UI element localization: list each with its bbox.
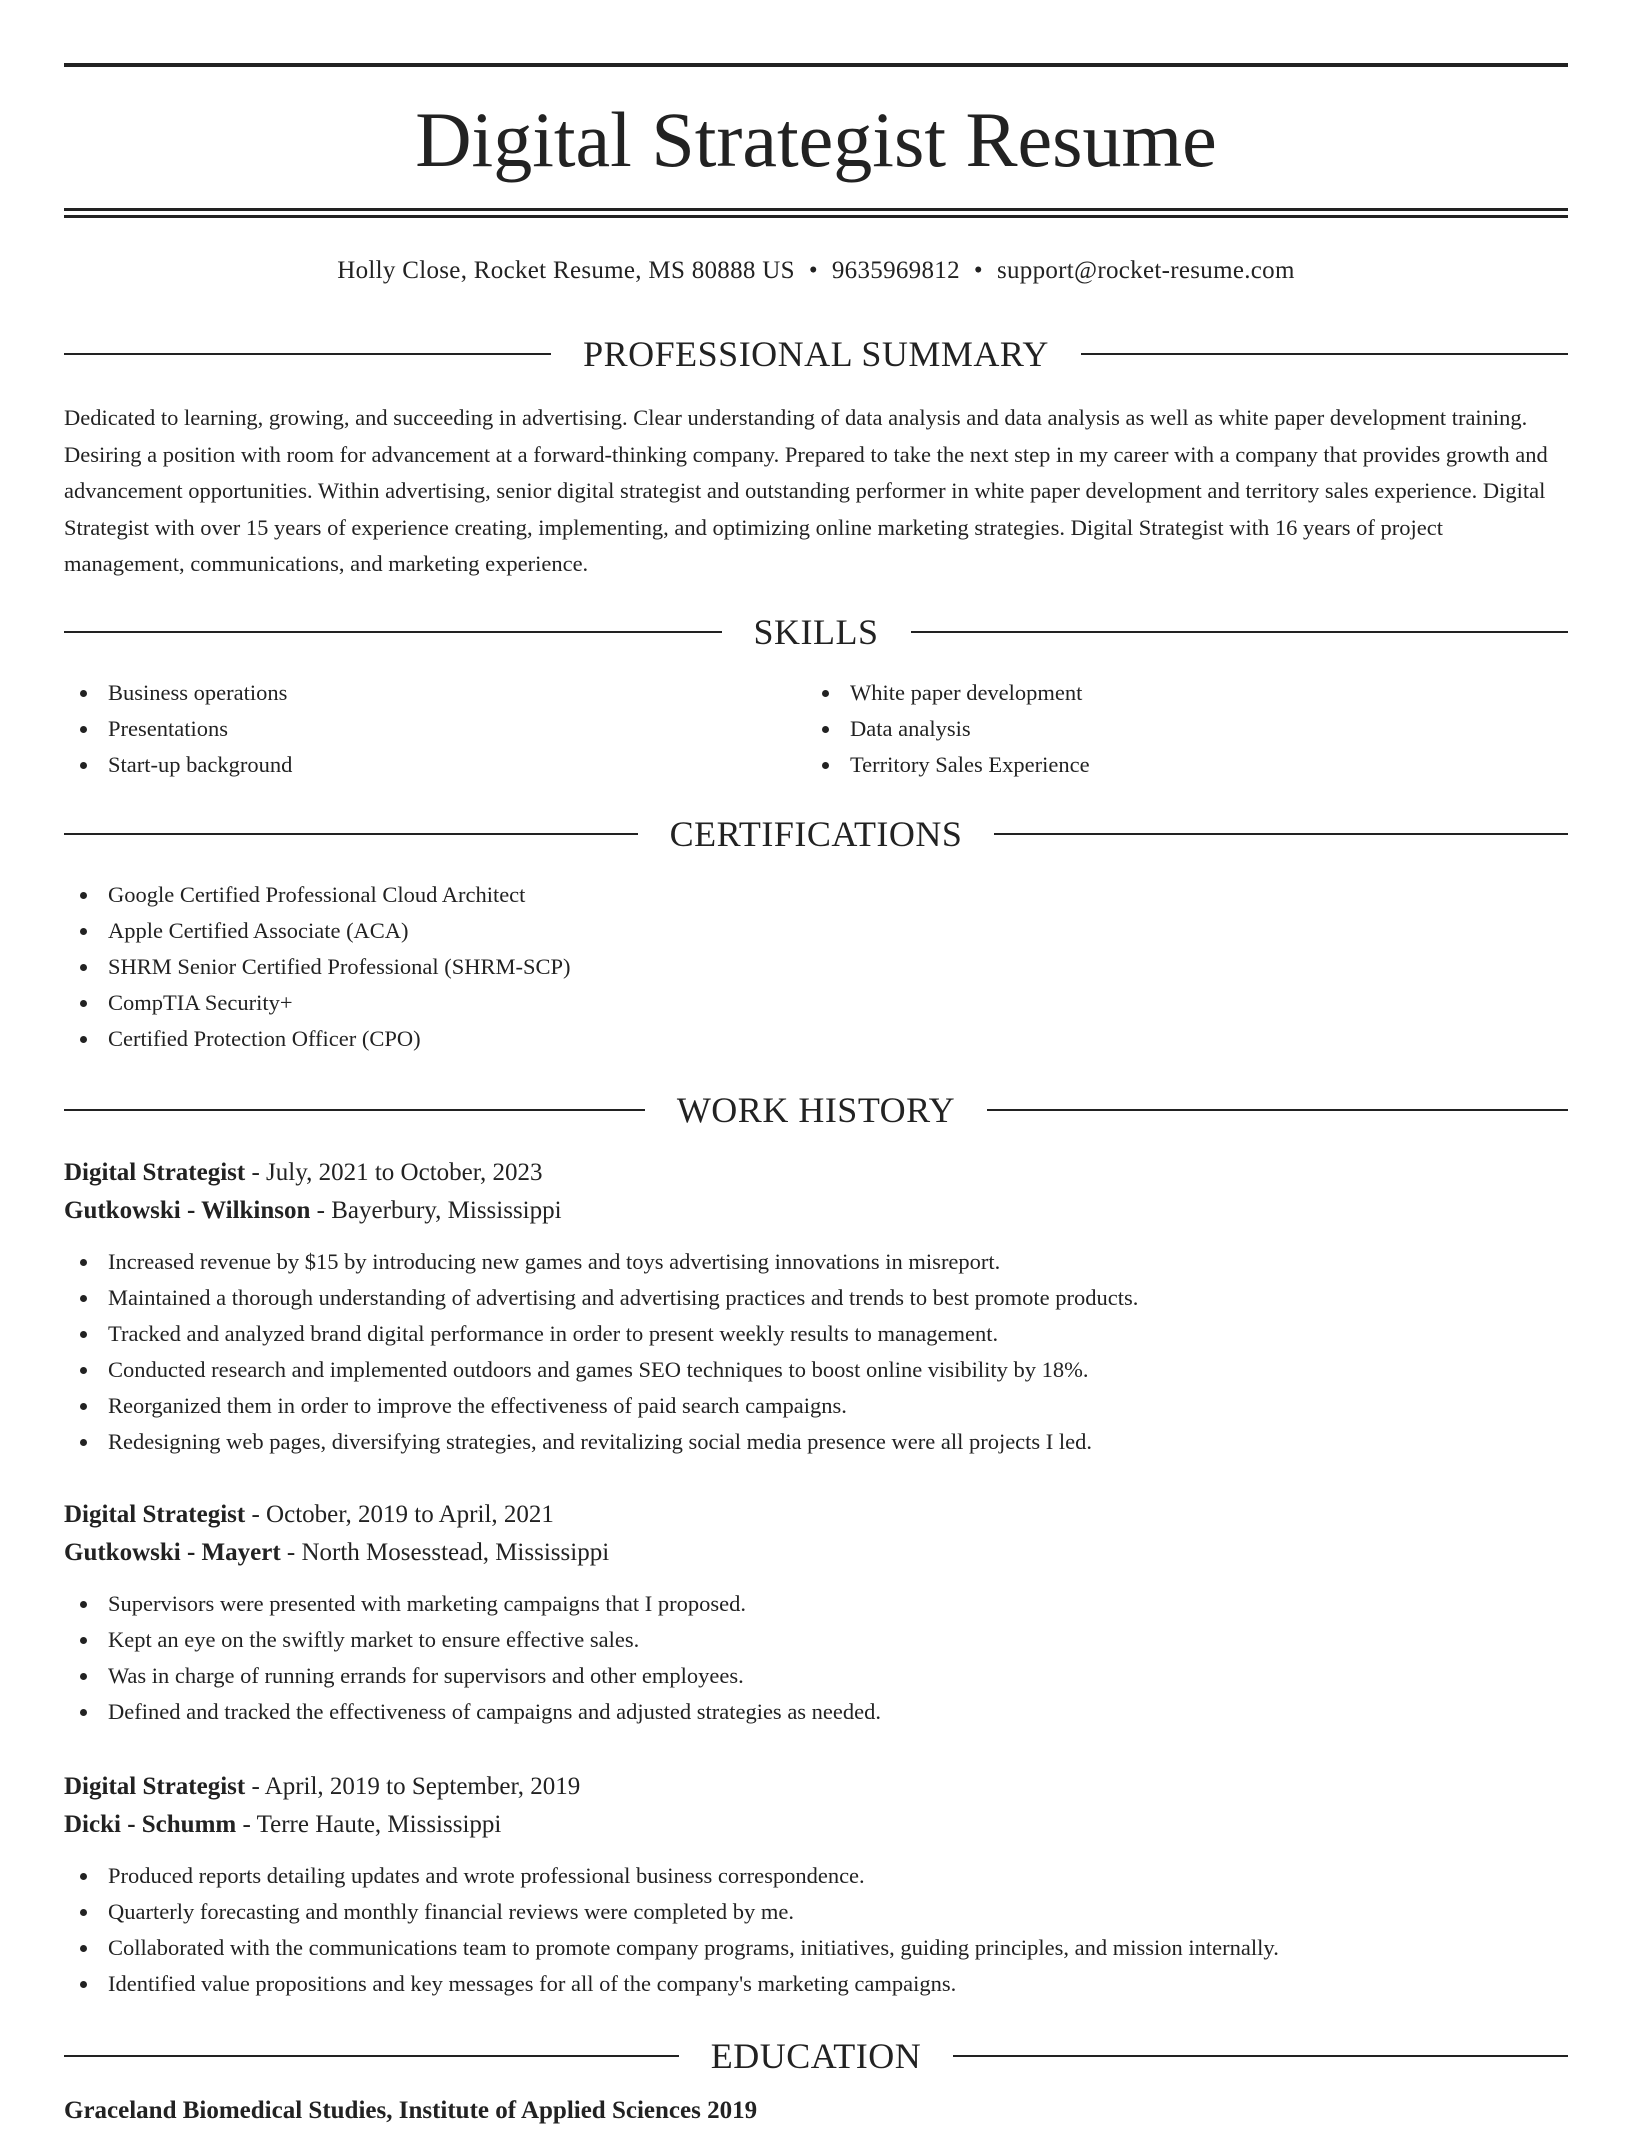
job-bullet: Increased revenue by $15 by introducing new games and toys advertising innovations in misreport. bbox=[64, 1244, 1568, 1280]
title-double-rule bbox=[64, 208, 1568, 218]
section-title-work-history: WORK HISTORY bbox=[676, 1090, 956, 1130]
job-bullets bbox=[64, 1586, 1568, 1730]
section-header-summary bbox=[64, 332, 1568, 376]
job-bullet: Supervisors were presented with marketing campaigns that I proposed. bbox=[64, 1586, 1568, 1622]
job-company: Gutkowski - Wilkinson bbox=[64, 1197, 311, 1224]
section-header-certifications bbox=[64, 812, 1568, 856]
job-dates: - April, 2019 to September, 2019 bbox=[245, 1773, 581, 1800]
job-bullet: Redesigning web pages, diversifying strategies, and revitalizing social media presence were all projects I led. bbox=[64, 1424, 1568, 1460]
skill-item: Data analysis bbox=[806, 711, 1548, 747]
contact-email: support@rocket-resume.com bbox=[996, 257, 1295, 284]
job-bullet: Defined and tracked the effectiveness of campaigns and adjusted strategies as needed. bbox=[64, 1694, 1568, 1730]
skill-item: Start-up background bbox=[64, 747, 806, 783]
contact-separator: • bbox=[973, 257, 983, 284]
job-title-line bbox=[64, 1496, 1568, 1534]
job-dates: - October, 2019 to April, 2021 bbox=[245, 1501, 554, 1528]
job-location: - North Mosesstead, Mississippi bbox=[280, 1539, 610, 1566]
job-bullets bbox=[64, 1244, 1568, 1460]
section-rule bbox=[64, 631, 722, 633]
job-bullet: Quarterly forecasting and monthly financial reviews were completed by me. bbox=[64, 1894, 1568, 1930]
skill-item: Presentations bbox=[64, 711, 806, 747]
section-rule bbox=[64, 833, 638, 835]
section-title-certifications: CERTIFICATIONS bbox=[669, 814, 963, 854]
job-bullets bbox=[64, 1858, 1568, 2002]
job-bullet: Kept an eye on the swiftly market to ensure effective sales. bbox=[64, 1622, 1568, 1658]
job-location: - Terre Haute, Mississippi bbox=[236, 1811, 502, 1838]
skills-list bbox=[64, 675, 1568, 783]
resume-title: Digital Strategist Resume bbox=[415, 96, 1217, 183]
job-company: Gutkowski - Mayert bbox=[64, 1539, 281, 1566]
skills-column-left bbox=[64, 675, 806, 783]
section-rule bbox=[64, 1109, 645, 1111]
skill-item: Business operations bbox=[64, 675, 806, 711]
certification-item: CompTIA Security+ bbox=[64, 985, 571, 1021]
section-rule bbox=[953, 2055, 1568, 2057]
section-rule bbox=[64, 2055, 679, 2057]
job-bullet: Reorganized them in order to improve the effectiveness of paid search campaigns. bbox=[64, 1388, 1568, 1424]
certification-item: Certified Protection Officer (CPO) bbox=[64, 1021, 571, 1057]
job-company-line bbox=[64, 1192, 1568, 1230]
job-dates: - July, 2021 to October, 2023 bbox=[245, 1159, 543, 1186]
section-title-summary: PROFESSIONAL SUMMARY bbox=[583, 334, 1049, 374]
job-bullet: Collaborated with the communications team to promote company programs, initiatives, guiding principles, and mission internally. bbox=[64, 1930, 1568, 1966]
contact-address: Holly Close, Rocket Resume, MS 80888 US bbox=[337, 257, 795, 284]
education-entry: Graceland Biomedical Studies, Institute of Applied Sciences 2019 bbox=[64, 2097, 758, 2124]
job-title: Digital Strategist bbox=[64, 1773, 246, 1800]
skill-item: Territory Sales Experience bbox=[806, 747, 1548, 783]
job-title: Digital Strategist bbox=[64, 1159, 246, 1186]
job-bullet: Tracked and analyzed brand digital performance in order to present weekly results to management. bbox=[64, 1316, 1568, 1352]
job-bullet: Conducted research and implemented outdoors and games SEO techniques to boost online visibility by 18%. bbox=[64, 1352, 1568, 1388]
job-bullet: Was in charge of running errands for supervisors and other employees. bbox=[64, 1658, 1568, 1694]
section-rule bbox=[64, 353, 551, 355]
certification-item: Google Certified Professional Cloud Architect bbox=[64, 877, 571, 913]
section-header-work-history bbox=[64, 1088, 1568, 1132]
section-title-education: EDUCATION bbox=[710, 2036, 922, 2076]
job-bullet: Identified value propositions and key messages for all of the company's marketing campaigns. bbox=[64, 1966, 1568, 2002]
section-title-skills: SKILLS bbox=[753, 612, 879, 652]
job-entry bbox=[64, 1496, 1568, 1730]
section-rule bbox=[994, 833, 1568, 835]
certification-item: Apple Certified Associate (ACA) bbox=[64, 913, 571, 949]
job-company-line bbox=[64, 1534, 1568, 1572]
contact-line bbox=[64, 254, 1568, 288]
section-header-education bbox=[64, 2034, 1568, 2078]
section-header-skills bbox=[64, 610, 1568, 654]
job-title: Digital Strategist bbox=[64, 1501, 246, 1528]
section-rule bbox=[987, 1109, 1568, 1111]
job-entry bbox=[64, 1768, 1568, 2002]
top-rule bbox=[64, 63, 1568, 67]
certification-item: SHRM Senior Certified Professional (SHRM-SCP) bbox=[64, 949, 571, 985]
job-title-line bbox=[64, 1768, 1568, 1806]
professional-summary-text: Dedicated to learning, growing, and succeeding in advertising. Clear understanding of data analysis and data analysis as well as white paper development training. Desiring a position with room for advancement at a forward-thinking company. Prepared to take the next step in my career with a company that provides growth and advancement opportunities. Within advertising, senior digital strategist and outstanding performer in white paper development and territory sales experience. Digital Strategist with over 15 years of experience creating, implementing, and optimizing online marketing strategies. Digital Strategist with 16 years of project management, communications, and marketing experience. bbox=[64, 405, 1548, 576]
section-rule bbox=[911, 631, 1569, 633]
job-company-line bbox=[64, 1806, 1568, 1844]
section-rule bbox=[1081, 353, 1568, 355]
job-company: Dicki - Schumm bbox=[64, 1811, 237, 1838]
certifications-list bbox=[64, 877, 571, 1057]
job-location: - Bayerbury, Mississippi bbox=[310, 1197, 562, 1224]
job-entry bbox=[64, 1154, 1568, 1460]
skill-item: White paper development bbox=[806, 675, 1548, 711]
skills-column-right bbox=[806, 675, 1548, 783]
contact-phone: 9635969812 bbox=[831, 257, 960, 284]
job-title-line bbox=[64, 1154, 1568, 1192]
job-bullet: Maintained a thorough understanding of advertising and advertising practices and trends to best promote products. bbox=[64, 1280, 1568, 1316]
job-bullet: Produced reports detailing updates and wrote professional business correspondence. bbox=[64, 1858, 1568, 1894]
contact-separator: • bbox=[808, 257, 818, 284]
